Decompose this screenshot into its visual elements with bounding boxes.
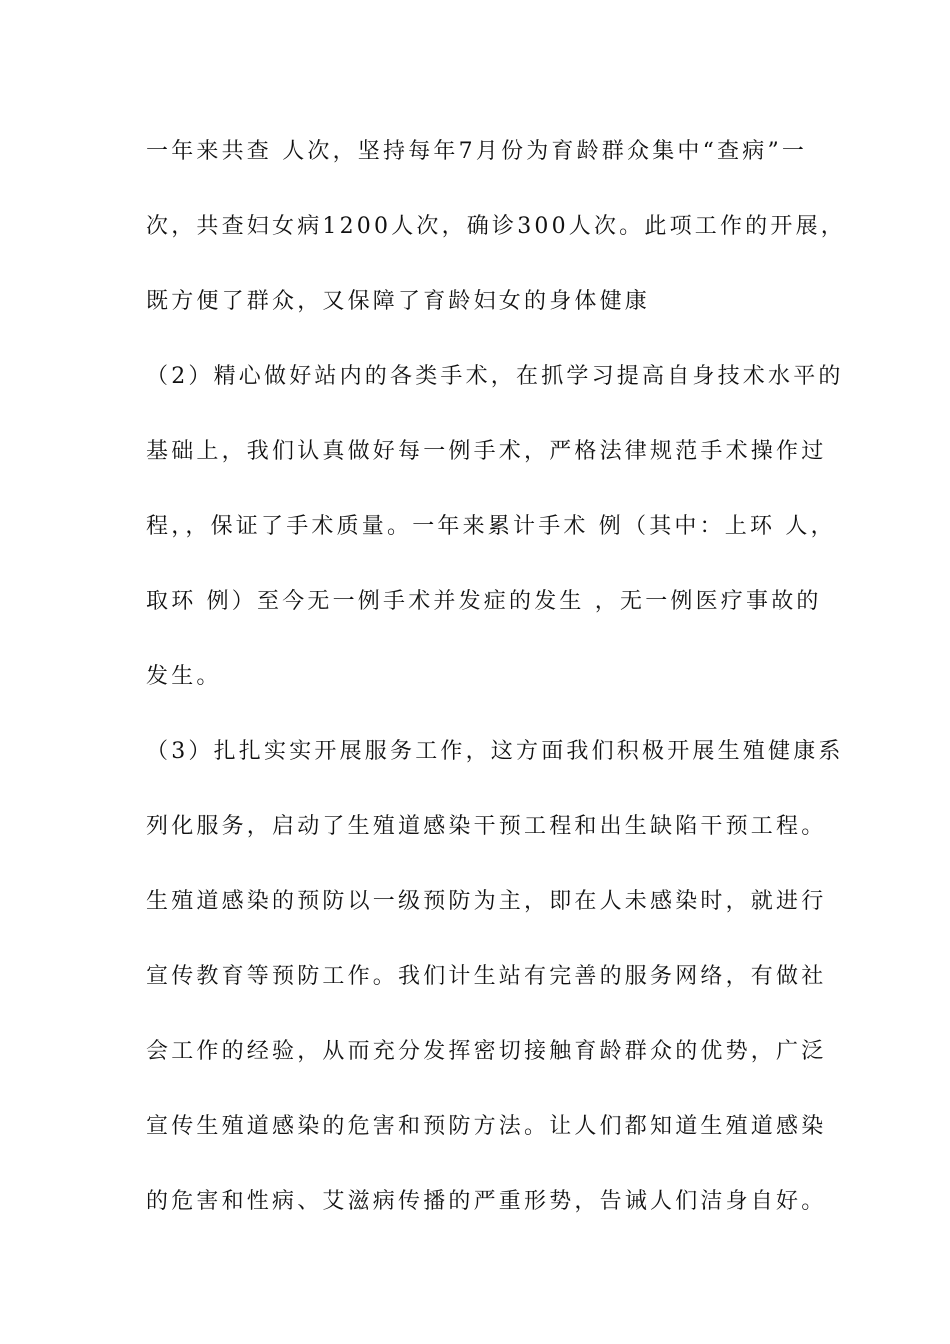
text-line: 的危害和性病、艾滋病传播的严重形势，告诫人们洁身自好。 [146,1189,827,1214]
text-line: 列化服务，启动了生殖道感染干预工程和出生缺陷干预工程。 [146,814,827,839]
text-line: 次，共查妇女病1200人次，确诊300人次。此项工作的开展， [146,214,846,239]
text-line: 一年来共查 人次，坚持每年7月份为育龄群众集中“查病”一 [146,139,808,164]
text-line: （3）扎扎实实开展服务工作，这方面我们积极开展生殖健康系 [146,739,844,764]
text-line: 会工作的经验，从而充分发挥密切接触育龄群众的优势，广泛 [146,1039,827,1064]
text-line: 生殖道感染的预防以一级预防为主，即在人未感染时，就进行 [146,889,827,914]
text-line: 程，，保证了手术质量。一年来累计手术 例（其中：上环 人， [146,514,836,539]
text-line: 宣传教育等预防工作。我们计生站有完善的服务网络，有做社 [146,964,827,989]
text-line: 取环 例）至今无一例手术并发症的发生 ，无一例医疗事故的 [146,589,822,614]
text-line: 基础上，我们认真做好每一例手术，严格法律规范手术操作过 [146,439,827,464]
text-line: 宣传生殖道感染的危害和预防方法。让人们都知道生殖道感染 [146,1114,827,1139]
text-line: （2）精心做好站内的各类手术，在抓学习提高自身技术水平的 [146,364,844,389]
text-line: 既方便了群众，又保障了育龄妇女的身体健康 [146,289,651,314]
text-line: 发生。 [146,664,222,689]
body-text [146,132,846,1257]
